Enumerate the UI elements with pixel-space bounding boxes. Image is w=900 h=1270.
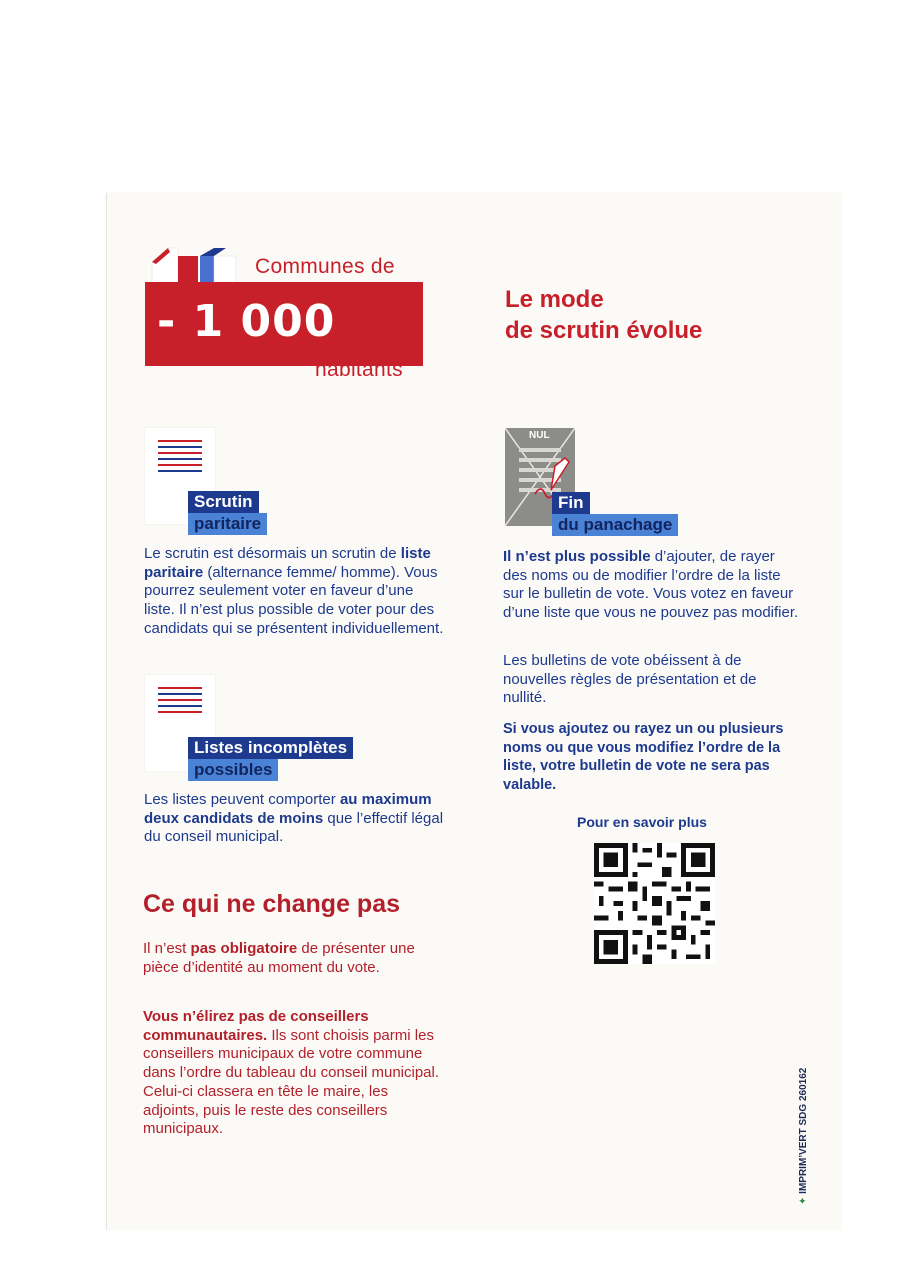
listes-incompletes-pill-1: Listes incomplètes — [188, 737, 353, 759]
text-bold-run: Vous n’élirez pas de conseillers communautaires. — [143, 1008, 369, 1044]
text-bold-run: pas obligatoire — [190, 940, 298, 957]
text-run: de présenter une pièce d’identité au moment du vote. — [143, 940, 415, 976]
scrutin-paritaire-pill-1: Scrutin — [188, 491, 259, 513]
right-title-line2: de scrutin évolue — [505, 317, 703, 344]
fin-panachage-p2: Les bulletins de vote obéissent à de nouvelles règles de présentation et de nullité. — [503, 652, 757, 707]
text-bold-run: au maximum deux candidats de moins — [144, 791, 432, 827]
scrutin-paritaire-pill-2: paritaire — [188, 513, 267, 535]
savoir-plus-label: Pour en savoir plus — [577, 814, 707, 830]
unchanged-p2 — [143, 1008, 448, 1139]
scrutin-paritaire-text — [144, 545, 444, 639]
right-title — [505, 284, 702, 346]
text-bold-run: liste paritaire — [144, 545, 431, 581]
nul-label: NUL — [529, 430, 550, 441]
header-suffix: habitants — [315, 358, 403, 381]
right-title-line1: Le mode — [505, 286, 604, 313]
fin-panachage-pill-1: Fin — [552, 492, 590, 514]
unchanged-section-title: Ce qui ne change pas — [143, 890, 401, 918]
header-prefix: Communes de — [255, 255, 395, 278]
text-run: (alternance femme/ homme). Vous pourrez seulement voter en faveur d’une liste. Il n’est plus possible de voter pour des candidats qui se présentent individuellement. — [144, 563, 444, 637]
listes-incompletes-text — [144, 791, 454, 847]
text-run: Il n’est — [143, 940, 191, 957]
text-run: Les listes peuvent comporter — [144, 791, 340, 808]
qr-code[interactable] — [594, 843, 715, 964]
document-code: SDG 260162 — [798, 1067, 809, 1126]
leaf-icon: ✦ — [798, 1196, 809, 1205]
fin-panachage-p1 — [503, 548, 803, 623]
text-run: Le scrutin est désormais un scrutin de — [144, 545, 401, 562]
unchanged-p1 — [143, 940, 423, 977]
text-run: Ils sont choisis parmi les conseillers municipaux de votre commune dans l’ordre du tableau du conseil municipal. Celui-ci classera en tête le maire, les adjoints, puis le reste des conseillers municipaux. — [143, 1026, 440, 1138]
text-run: que l’effectif légal du conseil municipal. — [144, 809, 444, 846]
header-number: - 1 000 — [157, 296, 336, 347]
imprim-vert-label: IMPRIM’VERT — [798, 1128, 809, 1194]
print-footer — [798, 1068, 809, 1205]
fin-panachage-pill-2: du panachage — [552, 514, 678, 536]
fin-panachage-p3: Si vous ajoutez ou rayez un ou plusieurs noms ou que vous modifiez l’ordre de la liste, votre bulletin de vote ne sera pas valable. — [503, 721, 784, 794]
text-bold-run: Il n’est plus possible — [503, 548, 651, 565]
text-run: d’ajouter, de rayer des noms ou de modifier l’ordre de la liste sur le bulletin de vote. Vous votez en faveur d’une liste que vous ne pouvez pas modifier. — [503, 548, 799, 622]
listes-incompletes-pill-2: possibles — [188, 759, 278, 781]
